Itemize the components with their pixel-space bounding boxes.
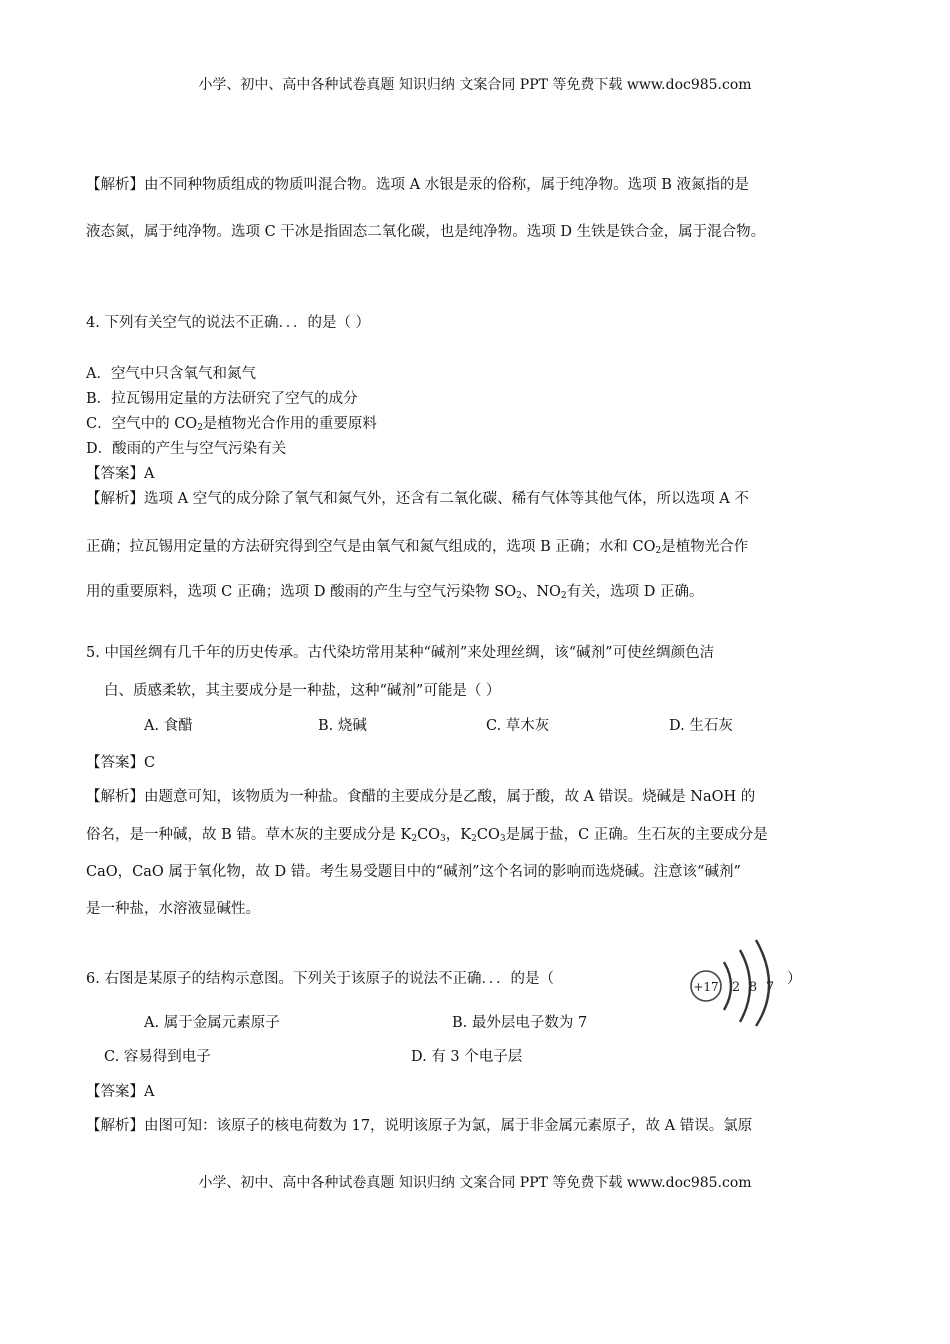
q5-option-c: C. 草木灰 (486, 718, 550, 734)
q4-option-b: B．拉瓦锡用定量的方法研究了空气的成分 (86, 391, 358, 407)
q4-option-c: C．空气中的 $CO_2$是植物光合作用的重要原料 (86, 416, 377, 433)
q6-answer: 【答案】A (86, 1084, 155, 1100)
shell-3-count: 7 (765, 980, 775, 995)
q5-option-d: D. 生石灰 (669, 718, 733, 734)
q4-option-d: D．酸雨的产生与空气污染有关 (86, 441, 287, 457)
q4-analysis-line-3: 用的重要原料，选项 C 正确；选项 D 酸雨的产生与空气污染物 $SO_2$、$NO_2$有关，选项 D 正确。 (86, 584, 704, 601)
q4-option-a: A．空气中只含氧气和氮气 (86, 366, 256, 382)
q5-answer: 【答案】C (86, 755, 156, 771)
q4-stem: 4. 下列有关空气的说法不正确．．．的是（ ） (86, 315, 371, 331)
shell-2-count: 8 (748, 980, 758, 995)
q4-analysis-line-2: 正确；拉瓦锡用定量的方法研究得到空气是由氧气和氮气组成的，选项 B 正确；水和 $CO_2$是植物光合作 (86, 539, 749, 556)
shell-1-count: 2 (731, 980, 741, 995)
page-footer: 小学、初中、高中各种试卷真题 知识归纳 文案合同 PPT 等免费下载 www.doc985.com (198, 1175, 752, 1191)
q6-option-a: A. 属于金属元素原子 (144, 1015, 280, 1031)
electron-shell-1 (724, 962, 731, 1010)
q6-option-c: C. 容易得到电子 (104, 1049, 211, 1065)
q4-analysis-line-1: 【解析】选项 A 空气的成分除了氧气和氮气外，还含有二氧化碳、稀有气体等其他气体，所以选项 A 不 (86, 491, 749, 507)
q6-option-d: D. 有 3 个电子层 (411, 1049, 523, 1065)
q4-answer: 【答案】A (86, 466, 155, 482)
q5-option-a: A. 食醋 (144, 718, 193, 734)
q5-option-b: B. 烧碱 (318, 718, 367, 734)
page-header: 小学、初中、高中各种试卷真题 知识归纳 文案合同 PPT 等免费下载 www.doc985.com (198, 77, 752, 93)
q5-analysis-line-4: 是一种盐，水溶液显碱性。 (86, 901, 260, 917)
q3-analysis-line-1: 【解析】由不同种物质组成的物质叫混合物。选项 A 水银是汞的俗称，属于纯净物。选项 B 液氮指的是 (86, 177, 750, 193)
q6-stem: 6. 右图是某原子的结构示意图。下列关于该原子的说法不正确．．．的是（ (86, 971, 554, 987)
q5-analysis-line-3: CaO，CaO 属于氧化物，故 D 错。考生易受题目中的“碱剂”这个名词的影响而选烧碱。注意该“碱剂” (86, 864, 741, 880)
nucleus-charge: +17 (693, 980, 719, 994)
q3-analysis-line-2: 液态氮，属于纯净物。选项 C 干冰是指固态二氧化碳，也是纯净物。选项 D 生铁是铁合金，属于混合物。 (86, 224, 766, 240)
q5-stem-line-1: 5. 中国丝绸有几千年的历史传承。古代染坊常用某种“碱剂”来处理丝绸，该“碱剂”可使丝绸颜色洁 (86, 645, 715, 661)
atom-structure-diagram (682, 932, 786, 1028)
q5-stem-line-2: 白、质感柔软，其主要成分是一种盐，这种“碱剂”可能是（ ） (104, 683, 501, 699)
q6-analysis-line-1: 【解析】由图可知：该原子的核电荷数为 17，说明该原子为氯，属于非金属元素原子，故 A 错误。氯原 (86, 1118, 753, 1134)
q6-option-b: B. 最外层电子数为 7 (452, 1015, 588, 1031)
q6-stem-close: ） (787, 971, 802, 987)
q5-analysis-line-2: 俗名，是一种碱，故 B 错。草木灰的主要成分是 $K_2CO_3$，$K_2CO_3$是属于盐，C 正确。生石灰的主要成分是 (86, 827, 768, 844)
q5-analysis-line-1: 【解析】由题意可知，该物质为一种盐。食醋的主要成分是乙酸，属于酸，故 A 错误。烧碱是 NaOH 的 (86, 789, 756, 805)
